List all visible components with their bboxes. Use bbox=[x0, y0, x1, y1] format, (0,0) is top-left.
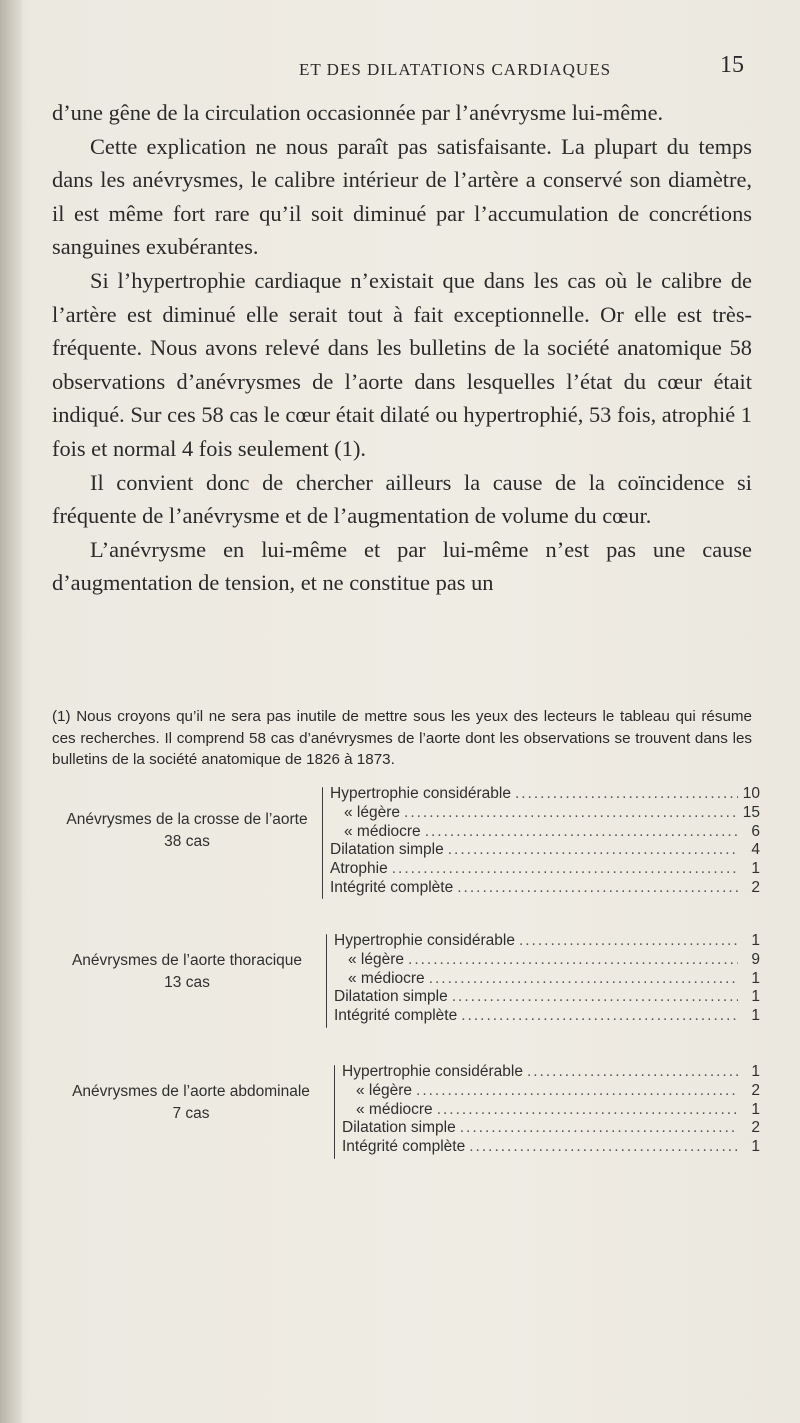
dot-leader bbox=[519, 932, 738, 950]
group-rows bbox=[342, 1063, 760, 1157]
dot-leader bbox=[452, 988, 738, 1006]
page-binding-edge bbox=[0, 0, 22, 1423]
dot-leader bbox=[448, 841, 738, 859]
row-value: 1 bbox=[751, 860, 760, 878]
group-count: 7 cas bbox=[172, 1105, 210, 1122]
row-value: 1 bbox=[751, 969, 760, 987]
table-row bbox=[334, 970, 760, 989]
group-title: Anévrysmes de l’aorte thoracique bbox=[71, 952, 303, 969]
paragraph-continuation: d’une gêne de la circulation occasionnée par l’anévrysme lui-même. bbox=[52, 100, 664, 125]
footnote-text: (1) Nous croyons qu’il ne sera pas inutile de mettre sous les yeux des lecteurs le tableau qui résume ces recherches. Il comprend 58 cas d’anévrysmes de l’aorte dont les observations se trouvent dans les bulletins de la société anatomique de 1826 à 1873. bbox=[52, 708, 752, 768]
row-label: Hypertrophie considérable bbox=[330, 785, 511, 802]
table-row bbox=[334, 932, 760, 951]
row-label: Hypertrophie considérable bbox=[342, 1063, 523, 1080]
table-row bbox=[330, 879, 760, 898]
table-row bbox=[334, 988, 760, 1007]
row-value: 1 bbox=[751, 1007, 760, 1025]
row-label: Dilatation simple bbox=[330, 841, 444, 859]
dot-leader bbox=[404, 804, 738, 822]
dot-leader bbox=[429, 970, 738, 988]
footnote bbox=[52, 706, 752, 771]
group-title: Anévrysmes de la crosse de l’aorte bbox=[66, 811, 308, 828]
group-rows bbox=[330, 785, 760, 898]
dot-leader bbox=[425, 823, 738, 841]
row-label: « médiocre bbox=[344, 822, 421, 840]
table-row bbox=[342, 1082, 760, 1101]
group-count: 38 cas bbox=[164, 833, 210, 850]
row-value: 10 bbox=[742, 785, 760, 802]
table-row bbox=[342, 1101, 760, 1120]
row-label: Intégrité complète bbox=[334, 1007, 458, 1025]
table-group-abdominale bbox=[52, 1063, 767, 1163]
group-title: Anévrysmes de l’aorte abdominale bbox=[72, 1083, 310, 1100]
brace bbox=[334, 1065, 335, 1159]
dot-leader bbox=[416, 1082, 738, 1100]
row-value: 2 bbox=[751, 878, 760, 896]
body-text bbox=[52, 96, 752, 600]
dot-leader bbox=[469, 1138, 738, 1156]
dot-leader bbox=[392, 860, 738, 878]
row-value: 4 bbox=[751, 841, 760, 859]
table-row bbox=[342, 1063, 760, 1082]
row-label: « médiocre bbox=[356, 1100, 433, 1118]
brace bbox=[326, 934, 327, 1028]
dot-leader bbox=[461, 1007, 738, 1025]
table-row bbox=[330, 860, 760, 879]
row-label: Intégrité complète bbox=[342, 1138, 466, 1156]
table-row bbox=[330, 841, 760, 860]
table-row bbox=[342, 1138, 760, 1157]
table-row bbox=[334, 951, 760, 970]
table-group-crosse bbox=[52, 785, 767, 901]
row-value: 1 bbox=[751, 932, 760, 949]
row-label: Atrophie bbox=[330, 860, 388, 878]
dot-leader bbox=[527, 1063, 738, 1081]
dot-leader bbox=[457, 879, 738, 897]
paragraph: Cette explication ne nous paraît pas satisfaisante. La plupart du temps dans les anévrysmes, le calibre intérieur de l’artère a conservé son diamètre, il est même fort rare qu’il soit diminué par l’accumulation de concrétions sanguines exubérantes. bbox=[52, 133, 752, 260]
row-value: 1 bbox=[751, 1063, 760, 1080]
dot-leader bbox=[515, 785, 738, 803]
table-row bbox=[342, 1119, 760, 1138]
row-label: « légère bbox=[344, 803, 401, 821]
running-title: ET DES DILATATIONS CARDIAQUES bbox=[298, 60, 612, 79]
row-value: 1 bbox=[751, 988, 760, 1006]
group-rows bbox=[334, 932, 760, 1026]
paragraph: L’anévrysme en lui-même et par lui-même n’est pas une cause d’augmentation de tension, et ne constitue pas un bbox=[52, 536, 752, 596]
table-group-thoracique bbox=[52, 932, 767, 1032]
brace bbox=[322, 787, 323, 899]
row-value: 1 bbox=[751, 1138, 760, 1156]
table-row bbox=[330, 785, 760, 804]
row-label: « médiocre bbox=[348, 969, 425, 987]
row-label: Hypertrophie considérable bbox=[334, 932, 515, 949]
dot-leader bbox=[460, 1119, 738, 1137]
table-row bbox=[330, 823, 760, 842]
table-row bbox=[330, 804, 760, 823]
row-label: Dilatation simple bbox=[334, 988, 448, 1006]
table-row bbox=[334, 1007, 760, 1026]
paragraph: Si l’hypertrophie cardiaque n’existait que dans les cas où le calibre de l’artère est diminué elle serait tout à fait exceptionnelle. Or elle est très-fréquente. Nous avons relevé dans les bulletins de la société anatomique 58 observations d’anévrysmes de l’aorte dans lesquelles l’état du cœur était indiqué. Sur ces 58 cas le cœur était dilaté ou hypertrophié, 53 fois, atrophié 1 fois et normal 4 fois seulement (1). bbox=[52, 267, 752, 461]
row-label: « légère bbox=[356, 1081, 413, 1099]
row-value: 2 bbox=[751, 1119, 760, 1137]
group-label bbox=[52, 950, 322, 994]
group-count: 13 cas bbox=[164, 974, 210, 991]
dot-leader bbox=[437, 1101, 738, 1119]
row-value: 6 bbox=[751, 822, 760, 840]
page-number: 15 bbox=[720, 52, 744, 78]
row-label: Intégrité complète bbox=[330, 878, 454, 896]
row-value: 1 bbox=[751, 1100, 760, 1118]
row-value: 9 bbox=[751, 950, 760, 968]
group-label bbox=[52, 1081, 330, 1125]
row-value: 2 bbox=[751, 1081, 760, 1099]
row-value: 15 bbox=[742, 803, 760, 821]
dot-leader bbox=[408, 951, 738, 969]
paragraph: Il convient donc de chercher ailleurs la cause de la coïncidence si fréquente de l’anévrysme et de l’augmentation de volume du cœur. bbox=[52, 469, 752, 529]
group-label bbox=[52, 809, 322, 853]
row-label: Dilatation simple bbox=[342, 1119, 456, 1137]
row-label: « légère bbox=[348, 950, 405, 968]
